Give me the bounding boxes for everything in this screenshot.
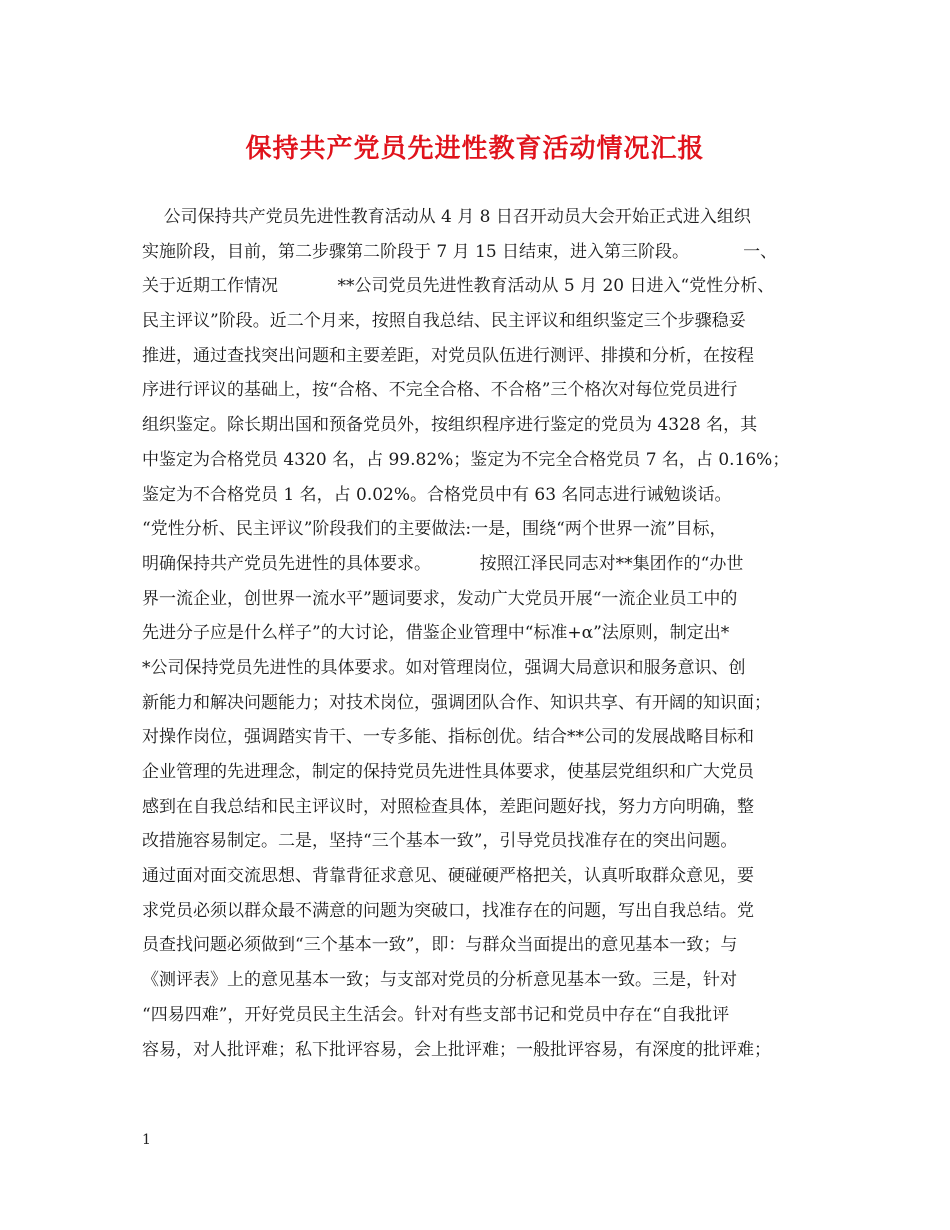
text-line: 求党员必须以群众最不满意的问题为突破口，找准存在的问题，写出自我总结。党	[142, 900, 754, 921]
text-line: 新能力和解决问题能力；对技术岗位，强调团队合作、知识共享、有开阔的知识面；	[142, 692, 771, 713]
text-line: “四易四难”，开好党员民主生活会。针对有些支部书记和党员中存在“自我批评	[142, 1004, 730, 1025]
text-line: 企业管理的先进理念，制定的保持党员先进性具体要求，使基层党组织和广大党员	[142, 762, 754, 782]
text-line: 改措施容易制定。二是，坚持“三个基本一致”，引导党员找准存在的突出问题。	[142, 831, 738, 852]
text-line: 实施阶段，目前，第二步骤第二阶段于 7 月 15 日结束，进入第三阶段。 一、	[142, 241, 778, 262]
text-line: 关于近期工作情况 **公司党员先进性教育活动从 5 月 20 日进入“党性分析、	[142, 276, 775, 297]
text-line: “党性分析、民主评议”阶段我们的主要做法:一是，围绕“两个世界一流”目标，	[142, 519, 727, 540]
text-line: 明确保持共产党员先进性的具体要求。 按照江泽民同志对**集团作的“办世	[142, 553, 744, 574]
text-line: 鉴定为不合格党员 1 名，占 0.02%。合格党员中有 63 名同志进行诫勉谈话。	[142, 484, 732, 505]
text-line: 推进，通过查找突出问题和主要差距，对党员队伍进行测评、排摸和分析，在按程	[142, 345, 754, 366]
text-line: 公司保持共产党员先进性教育活动从 4 月 8 日召开动员大会开始正式进入组织	[142, 207, 751, 227]
text-line: 组织鉴定。除长期出国和预备党员外，按组织程序进行鉴定的党员为 4328 名，其	[142, 415, 758, 436]
text-line: 感到在自我总结和民主评议时，对照检查具体，差距问题好找，努力方向明确，整	[142, 796, 754, 817]
text-line: *公司保持党员先进性的具体要求。如对管理岗位，强调大局意识和服务意识、创	[142, 657, 746, 678]
page-number: 1	[142, 1132, 151, 1148]
document-title: 保持共产党员先进性教育活动情况汇报	[245, 134, 705, 164]
text-line: 容易，对人批评难；私下批评容易，会上批评难；一般批评容易，有深度的批评难；	[142, 1039, 771, 1060]
text-line: 民主评议”阶段。近二个月来，按照自我总结、民主评议和组织鉴定三个步骤稳妥	[142, 311, 746, 332]
text-line: 员查找问题必须做到“三个基本一致”，即：与群众当面提出的意见基本一致；与	[142, 935, 738, 956]
text-line: 先进分子应是什么样子”的大讨论，借鉴企业管理中“标准+α”法原则，制定出*	[142, 623, 730, 644]
text-line: 中鉴定为合格党员 4320 名，占 99.82%；鉴定为不完全合格党员 7 名，占 0.16%；	[142, 449, 790, 470]
text-line: 对操作岗位，强调踏实肯干、一专多能、指标创优。结合**公司的发展战略目标和	[142, 727, 754, 748]
text-line: 界一流企业，创世界一流水平”题词要求，发动广大党员开展“一流企业员工中的	[142, 588, 738, 609]
body-text	[142, 200, 826, 1067]
text-line: 序进行评议的基础上，按“合格、不完全合格、不合格”三个格次对每位党员进行	[142, 380, 738, 401]
text-line: 通过面对面交流思想、背靠背征求意见、硬碰硬严格把关，认真听取群众意见，要	[142, 866, 754, 887]
text-line: 《测评表》上的意见基本一致；与支部对党员的分析意见基本一致。三是，针对	[142, 970, 737, 991]
